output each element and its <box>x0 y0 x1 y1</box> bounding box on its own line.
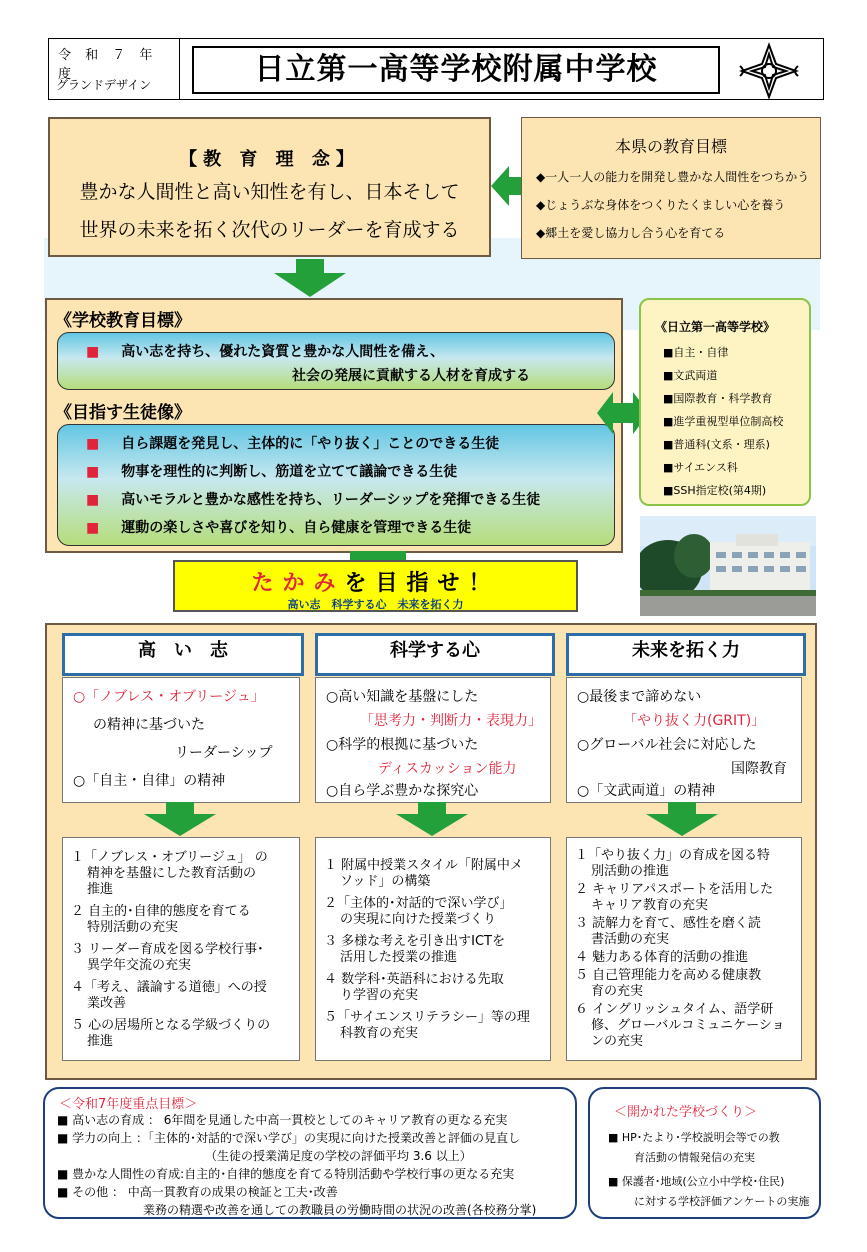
action-line: ３ 多様な考えを引き出すICTを <box>324 934 505 949</box>
pillar-body-line: ディスカッション能力 <box>378 761 517 777</box>
bullet-square-icon: ■ <box>86 344 100 360</box>
student-image-item <box>86 517 471 537</box>
action-line: ５ 自己管理能力を高める健康教 <box>575 968 762 983</box>
pillar-body-line: 「やり抜く力(GRIT)」 <box>623 713 766 729</box>
action-line: ２ キャリアパスポートを活用した <box>575 882 774 897</box>
action-line: ５「サイエンスリテラシー」等の理 <box>324 1010 530 1025</box>
student-image-heading: 《目指す生徒像》 <box>55 403 191 423</box>
action-line: １「ノブレス・オブリージュ」 の <box>71 850 268 865</box>
action-line: 推進 <box>87 882 114 897</box>
pillar-body <box>315 677 551 803</box>
prefecture-heading: 本県の教育目標 <box>614 137 727 156</box>
slogan-char: み <box>313 571 345 596</box>
pillar-actions <box>62 837 300 1061</box>
pillar-body <box>566 677 802 803</box>
slogan-char: を <box>344 571 376 596</box>
student-image-text: 運動の楽しさや喜びを知り、自ら健康を管理できる生徒 <box>121 520 472 536</box>
action-line: り学習の充実 <box>340 988 419 1003</box>
priority-line: （生徒の授業満足度の学校の評価平均 3.6 以上） <box>205 1149 472 1163</box>
action-line: ５ 心の居場所となる学級づくりの <box>71 1018 271 1033</box>
pillar-body-line: 「思考力・判断力・表現力」 <box>360 713 542 729</box>
takami-slogan <box>175 566 576 597</box>
action-line: 特別活動の充実 <box>87 920 179 935</box>
pillar-title: 未来を拓く力 <box>566 633 806 676</box>
arrow-down-icon <box>274 259 346 297</box>
pillar-body-line: の精神に基づいた <box>93 717 205 733</box>
philosophy-heading: 【教 育 理 念】 <box>179 149 360 170</box>
prefecture-goal-item: ◆一人一人の能力を開発し豊かな人間性をつちかう <box>536 170 810 184</box>
philosophy-line: 豊かな人間性と高い知性を有し、日本そして <box>79 181 460 203</box>
takami-banner <box>173 560 578 612</box>
action-line: キャリア教育の充実 <box>591 898 709 913</box>
open-school-heading: ＜開かれた学校づくり＞ <box>614 1105 758 1120</box>
priority-goals-box <box>43 1087 577 1219</box>
philosophy-line: 世界の未来を拓く次代のリーダーを育成する <box>79 219 460 241</box>
school-goal-text: 高い志を持ち、優れた資質と豊かな人間性を備え、 <box>121 344 445 360</box>
action-line: 業改善 <box>87 996 127 1011</box>
prefecture-goal-item: ◆じょうぶな身体をつくりたくましい心を養う <box>536 198 786 212</box>
action-line: ンの充実 <box>591 1034 644 1049</box>
action-line: ３ 読解力を育て、感性を磨く読 <box>575 916 761 931</box>
high-school-heading: 《日立第一高等学校》 <box>655 320 776 334</box>
high-school-item: ■国際教育・科学教育 <box>663 392 773 405</box>
pillar-body-line: ○「文武両道」の精神 <box>577 783 716 799</box>
prefecture-goal-item: ◆郷土を愛し協力し合う心を育てる <box>536 226 726 240</box>
student-image-item <box>86 433 499 453</box>
school-goal-heading: 《学校教育目標》 <box>55 311 191 331</box>
action-line: 書活動の充実 <box>591 932 670 947</box>
priority-line: 業務の精選や改善を通しての教職員の労働時間の状況の改善(各校務分掌) <box>143 1203 537 1217</box>
bullet-square-icon: ■ <box>86 520 100 536</box>
priority-line: ■ 高い志の育成 ： 6年間を見通した中高一貫校としてのキャリア教育の更なる充実 <box>57 1113 508 1127</box>
action-line: 異学年交流の充実 <box>87 958 192 973</box>
slogan-char: 目 <box>375 571 407 596</box>
bullet-square-icon: ■ <box>86 436 100 452</box>
fiscal-year: 令 和 ７ 年 度 <box>58 48 158 82</box>
education-philosophy-box <box>48 117 491 257</box>
action-line: 科教育の充実 <box>340 1026 419 1041</box>
action-line: ６ イングリッシュタイム、語学研 <box>575 1002 774 1017</box>
action-line: の実現に向けた授業づくり <box>340 912 497 927</box>
action-line: １ 附属中授業スタイル「附属中メ <box>324 858 523 873</box>
slogan-char: か <box>282 571 314 596</box>
pillar-body-line: ○自ら学ぶ豊かな探究心 <box>326 783 479 799</box>
takami-subtitle: 高い志 科学する心 未来を拓く力 <box>287 598 464 611</box>
action-line: １「やり抜く力」の育成を図る特 <box>575 848 771 863</box>
action-line: ２ 自主的･自律的態度を育てる <box>71 904 251 919</box>
pillar-actions <box>315 837 551 1061</box>
student-image-pill <box>57 424 615 546</box>
action-line: ４ 数学科･英語科における先取 <box>324 972 504 987</box>
slogan-char: 指 <box>406 571 438 596</box>
prefecture-goals-box <box>521 117 821 259</box>
arrow-left-icon <box>491 162 523 210</box>
school-emblem-icon <box>738 42 800 100</box>
school-title: 日立第一高等学校附属中学校 <box>192 46 720 94</box>
high-school-box <box>639 298 811 506</box>
action-line: ３ リーダー育成を図る学校行事･ <box>71 942 264 957</box>
high-school-item: ■SSH指定校(第4期) <box>663 484 767 497</box>
pillar-body-line: ○「自主・自律」の精神 <box>73 773 226 789</box>
bullet-square-icon: ■ <box>86 492 100 508</box>
action-line: ソッド」の構築 <box>340 874 431 889</box>
slogan-char: た <box>251 571 283 596</box>
action-line: ４ 魅力ある体育的活動の推進 <box>575 950 749 965</box>
slogan-char: せ <box>437 571 469 596</box>
open-school-line: 育活動の情報発信の充実 <box>634 1151 755 1164</box>
student-image-text: 高いモラルと豊かな感性を持ち、リーダーシップを発揮できる生徒 <box>121 492 541 508</box>
grand-design-label: グランドデザイン <box>56 78 152 92</box>
student-image-text: 自ら課題を発見し、主体的に「やり抜く」ことのできる生徒 <box>121 436 500 452</box>
school-building-photo <box>640 516 816 616</box>
pillar-title: 科学する心 <box>315 633 555 676</box>
action-line: 別活動の推進 <box>591 864 670 879</box>
priority-line: ■ 豊かな人間性の育成:自主的･自律的態度を育てる特別活動や学校行事の更なる充実 <box>57 1167 515 1181</box>
high-school-item: ■文武両道 <box>663 369 718 382</box>
pillar-body-line: ○高い知識を基盤にした <box>326 689 479 705</box>
student-image-text: 物事を理性的に判断し、筋道を立てて議論できる生徒 <box>121 464 458 480</box>
pillar-body <box>62 677 300 803</box>
action-line: ４「考え、議論する道徳」への授 <box>71 980 267 995</box>
action-line: 育の充実 <box>591 984 644 999</box>
action-line: 活用した授業の推進 <box>340 950 458 965</box>
pillar-body-line: 国際教育 <box>731 761 787 777</box>
arrow-down-icon <box>646 802 718 836</box>
priority-line: ■ その他 ： 中高一貫教育の成果の検証と工夫･改善 <box>57 1185 338 1199</box>
action-line: 精神を基盤にした教育活動の <box>87 866 257 881</box>
school-goal-line <box>86 341 444 361</box>
school-goal-pill <box>57 332 615 390</box>
priority-line: ■ 学力の向上 ：「主体的･対話的で深い学び」の実現に向けた授業改善と評価の見直し <box>57 1131 520 1145</box>
pillar-body-line: ○科学的根拠に基づいた <box>326 737 479 753</box>
school-goals-section <box>45 298 623 553</box>
student-image-item <box>86 489 540 509</box>
priority-heading: ＜令和7年度重点目標＞ <box>59 1097 198 1112</box>
pillar-actions <box>566 837 802 1061</box>
high-school-item: ■サイエンス科 <box>663 461 738 474</box>
arrow-down-icon <box>144 802 216 836</box>
pillar-body-line: ○最後まで諦めない <box>577 689 702 705</box>
open-school-line: ■ HP･たより･学校説明会等での教 <box>608 1131 780 1144</box>
high-school-item: ■進学重視型単位制高校 <box>663 415 784 428</box>
high-school-item: ■自主・自律 <box>663 346 729 359</box>
header-label-box <box>48 38 180 100</box>
open-school-box <box>588 1087 821 1219</box>
action-line: ２「主体的･対話的で深い学び」 <box>324 896 513 911</box>
open-school-line: ■ 保護者･地域(公立小中学校･住民) <box>608 1175 785 1188</box>
student-image-item <box>86 461 457 481</box>
action-line: 修、グローバルコミュニケーショ <box>591 1018 785 1033</box>
arrow-down-icon <box>396 802 468 836</box>
high-school-item: ■普通科(文系・理系) <box>663 438 770 451</box>
pillar-body-line: ○「ノブレス・オブリージュ」 <box>73 689 265 705</box>
pillar-title: 高 い 志 <box>62 633 304 676</box>
school-goal-line: 社会の発展に貢献する人材を育成する <box>292 368 530 384</box>
action-line: 推進 <box>87 1034 114 1049</box>
slogan-char: ！ <box>468 571 500 596</box>
open-school-line: に対する学校評価アンケートの実施 <box>634 1195 810 1208</box>
pillar-body-line: リーダーシップ <box>175 745 273 761</box>
pillar-body-line: ○グローバル社会に対応した <box>577 737 757 753</box>
bullet-square-icon: ■ <box>86 464 100 480</box>
